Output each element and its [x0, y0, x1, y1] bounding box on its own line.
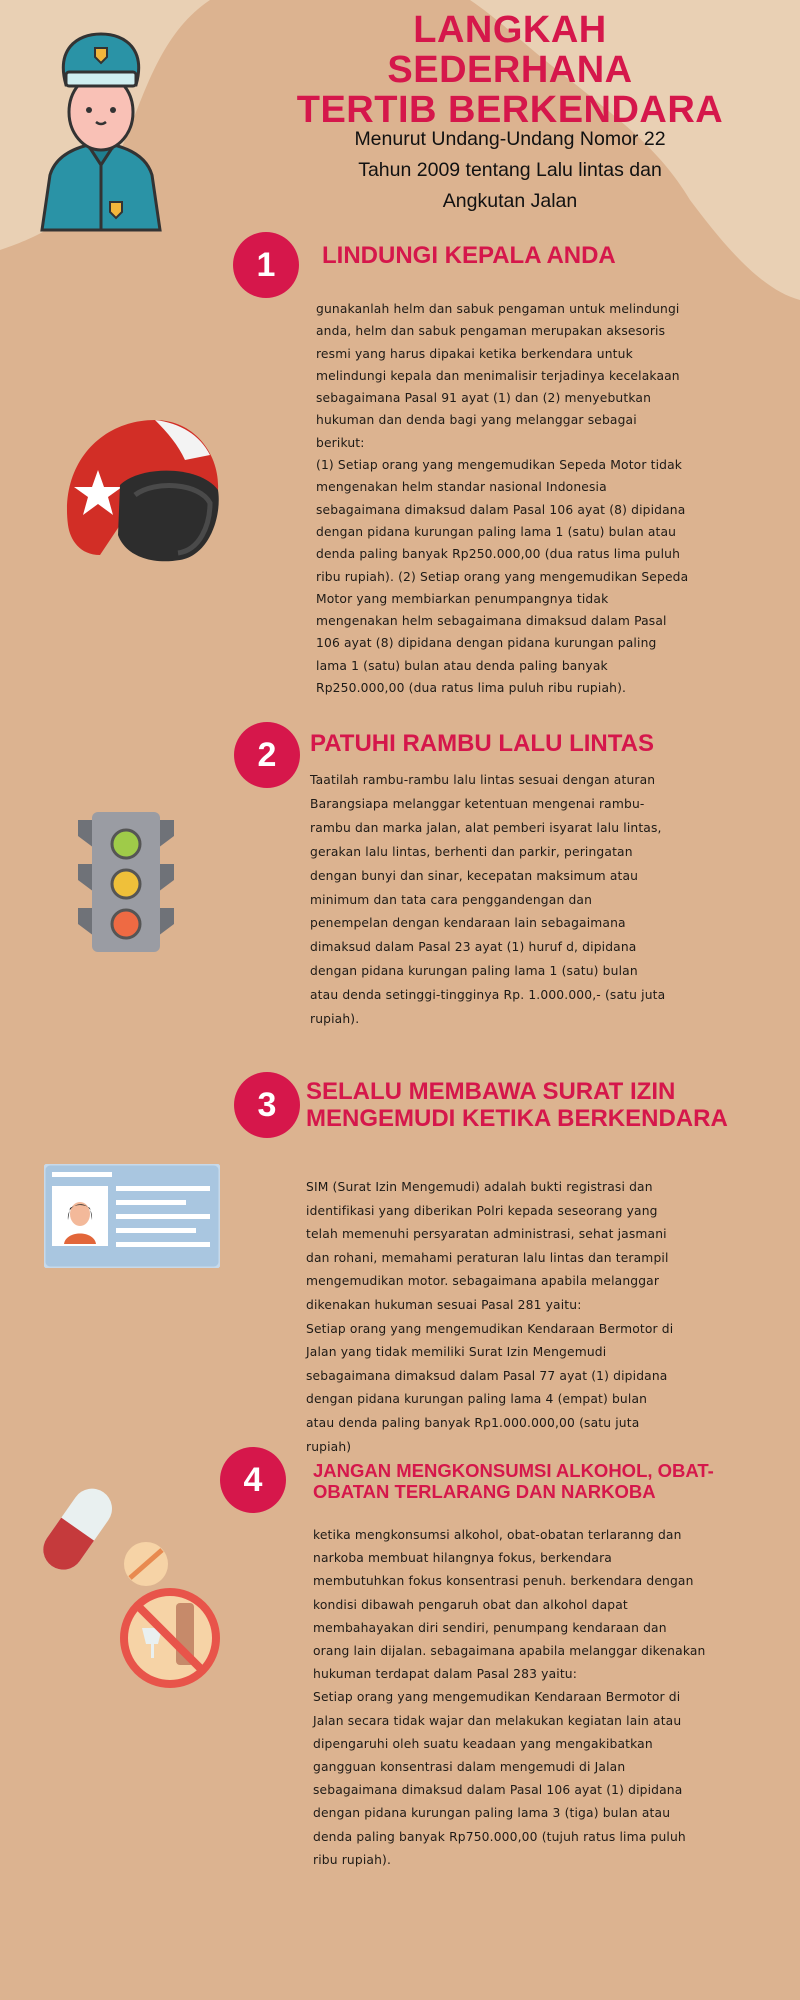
- step-2-badge: 2: [234, 722, 300, 788]
- traffic-light-icon: [78, 812, 174, 952]
- step-2-heading: PATUHI RAMBU LALU LINTAS: [310, 730, 654, 757]
- id-card-icon: [44, 1164, 220, 1268]
- helmet-icon: [60, 415, 225, 565]
- step-1-heading: LINDUNGI KEPALA ANDA: [322, 242, 616, 269]
- step-1-badge: 1: [233, 232, 299, 298]
- no-drugs-alcohol-icon: [36, 1478, 226, 1690]
- police-officer-icon: [36, 30, 166, 235]
- step-3-body: SIM (Surat Izin Mengemudi) adalah bukti registrasi dan identifikasi yang diberikan Polri kepada seseorang yang telah memenuhi persyaratan administrasi, sehat jasmani dan rohani, memahami peraturan lalu lintas dan terampil mengemudikan motor. sebagaimana apabila melanggar dikenakan hukuman sesuai Pasal 281 yaitu: Setiap orang yang mengemudikan Kendaraan Bermotor di Jalan yang tidak memiliki Surat Izin Mengemudi sebagaimana dimaksud dalam Pasal 77 ayat (1) dipidana dengan pidana kurungan paling lama 4 (empat) bulan atau denda paling banyak Rp1.000.000,00 (satu juta rupiah): [306, 1180, 674, 1454]
- step-4-heading: JANGAN MENGKONSUMSI ALKOHOL, OBAT- OBATAN TERLARANG DAN NARKOBA: [313, 1460, 714, 1502]
- step-1-body: gunakanlah helm dan sabuk pengaman untuk melindungi anda, helm dan sabuk pengaman merupakan aksesoris resmi yang harus dipakai ketika berkendara untuk melindungi kepala dan menimalisir terjadinya kecelakaan sebagaimana Pasal 91 ayat (1) dan (2) menyebutkan hukuman dan denda bagi yang melanggar sebagai berikut: (1) Setiap orang yang mengemudikan Sepeda Motor tidak mengenakan helm standar nasional Indonesia sebagaimana dimaksud dalam Pasal 106 ayat (8) dipidana dengan pidana kurungan paling lama 1 (satu) bulan atau denda paling banyak Rp250.000,00 (dua ratus lima puluh ribu rupiah). (2) Setiap orang yang mengemudikan Sepeda Motor yang membiarkan penumpangnya tidak mengenakan helm sebagaimana dimaksud dalam Pasal 106 ayat (8) dipidana dengan pidana kurungan paling lama 1 (satu) bulan atau denda paling banyak Rp250.000,00 (dua ratus lima puluh ribu rupiah).: [316, 302, 689, 696]
- step-2-body: Taatilah rambu-rambu lalu lintas sesuai dengan aturan Barangsiapa melanggar ketentuan mengenai rambu- rambu dan marka jalan, alat pemberi isyarat lalu lintas, gerakan lalu lintas, berhenti dan parkir, peringatan dengan bunyi dan sinar, kecepatan maksimum atau minimum dan tata cara penggandengan dan penempelan dengan kendaraan lain sebagaimana dimaksud dalam Pasal 23 ayat (1) huruf d, dipidana dengan pidana kurungan paling lama 1 (satu) bulan atau denda setinggi-tingginya Rp. 1.000.000,- (satu juta rupiah).: [310, 773, 666, 1027]
- step-4-body: ketika mengkonsumsi alkohol, obat-obatan terlaranng dan narkoba membuat hilangnya fokus, berkendara membutuhkan fokus konsentrasi penuh. berkendara dengan kondisi dibawah pengaruh obat dan alkohol dapat membahayakan diri sendiri, penumpang kendaraan dan orang lain dijalan. sebagaimana apabila melanggar dikenakan hukuman terdapat dalam Pasal 283 yaitu: Setiap orang yang mengemudikan Kendaraan Bermotor di Jalan secara tidak wajar dan melakukan kegiatan lain atau dipengaruhi oleh suatu keadaan yang mengakibatkan gangguan konsentrasi dalam mengemudi di Jalan sebagaimana dimaksud dalam Pasal 106 ayat (1) dipidana dengan pidana kurungan paling lama 3 (tiga) bulan atau denda paling banyak Rp750.000,00 (tujuh ratus lima puluh ribu rupiah).: [313, 1528, 706, 1867]
- step-4-badge: 4: [220, 1447, 286, 1513]
- step-3-heading: SELALU MEMBAWA SURAT IZIN MENGEMUDI KETIKA BERKENDARA: [306, 1078, 728, 1132]
- page-subtitle: Menurut Undang-Undang Nomor 22 Tahun 2009 tentang Lalu lintas dan Angkutan Jalan: [354, 128, 666, 212]
- step-3-badge: 3: [234, 1072, 300, 1138]
- page-title: LANGKAH SEDERHANA TERTIB BERKENDARA: [296, 9, 724, 131]
